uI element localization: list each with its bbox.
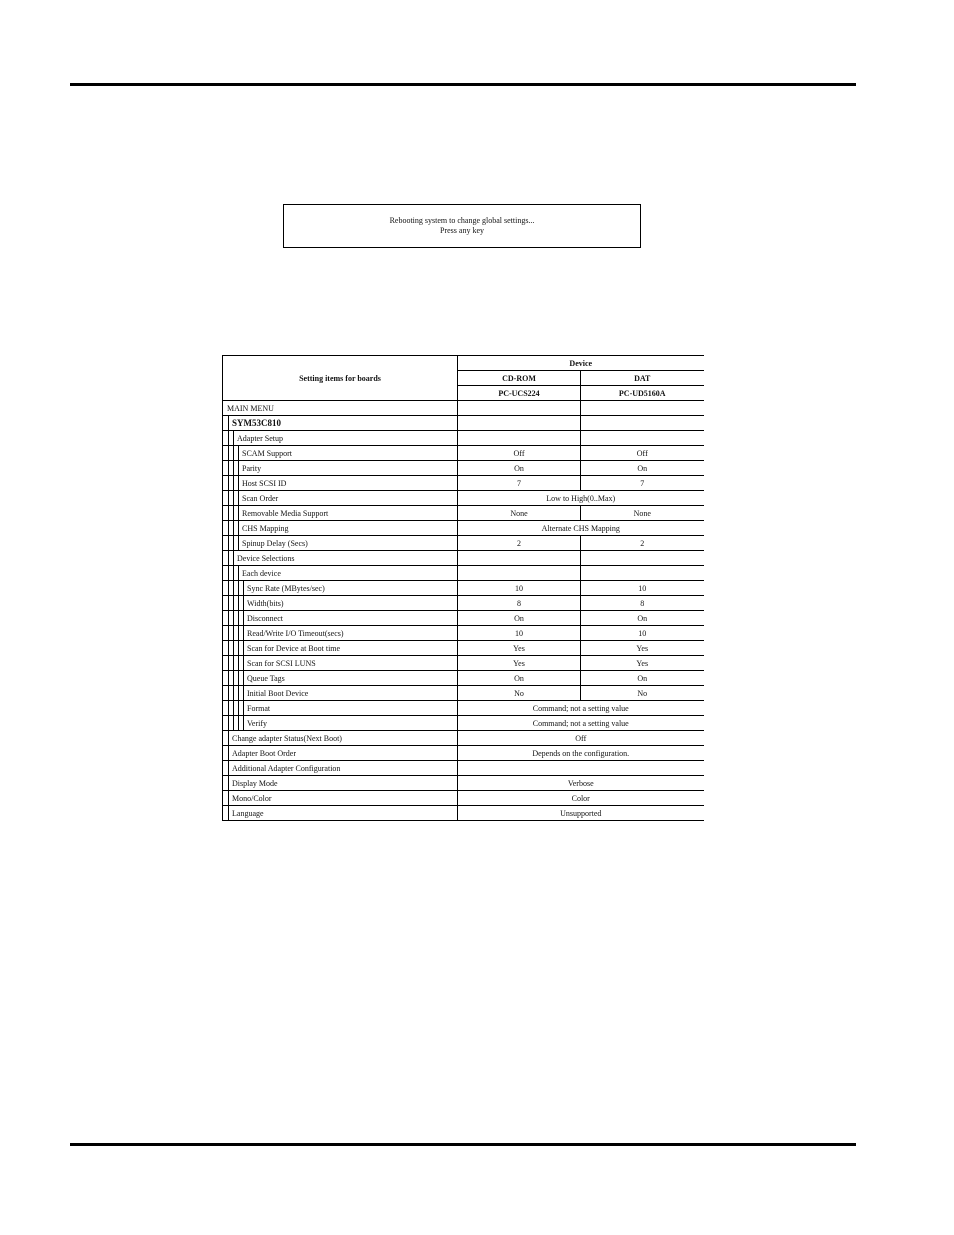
col2-device: DAT bbox=[581, 371, 704, 386]
row-value-cdrom: On bbox=[458, 611, 581, 626]
message-box bbox=[283, 204, 641, 248]
row-value-cdrom: On bbox=[458, 671, 581, 686]
row-value-cdrom bbox=[458, 431, 581, 446]
row-label: Adapter Setup bbox=[223, 431, 458, 446]
row-label: Change adapter Status(Next Boot) bbox=[223, 731, 458, 746]
table-row bbox=[223, 416, 704, 431]
row-label: Queue Tags bbox=[223, 671, 458, 686]
table-row bbox=[223, 476, 704, 491]
row-value-dat: 2 bbox=[581, 536, 704, 551]
row-value-dat bbox=[581, 401, 704, 416]
col2-model: PC-UD5160A bbox=[581, 386, 704, 401]
row-value-cdrom: 10 bbox=[458, 626, 581, 641]
row-value-cdrom: No bbox=[458, 686, 581, 701]
table-row bbox=[223, 536, 704, 551]
row-value-dat: 8 bbox=[581, 596, 704, 611]
table-row bbox=[223, 551, 704, 566]
row-value-dat bbox=[581, 566, 704, 581]
table-row bbox=[223, 401, 704, 416]
row-label: SCAM Support bbox=[223, 446, 458, 461]
bottom-rule bbox=[70, 1143, 856, 1146]
table-row bbox=[223, 566, 704, 581]
row-label: Scan for SCSI LUNS bbox=[223, 656, 458, 671]
row-value-dat: None bbox=[581, 506, 704, 521]
row-value-dat bbox=[581, 551, 704, 566]
row-value-cdrom bbox=[458, 551, 581, 566]
row-value: Command; not a setting value bbox=[458, 716, 704, 731]
row-value-dat: 7 bbox=[581, 476, 704, 491]
top-rule bbox=[70, 83, 856, 86]
row-value-dat: On bbox=[581, 461, 704, 476]
row-value-dat: No bbox=[581, 686, 704, 701]
table-row bbox=[223, 611, 704, 626]
row-value-cdrom: None bbox=[458, 506, 581, 521]
table-row bbox=[223, 806, 704, 821]
row-label: Language bbox=[223, 806, 458, 821]
table-row bbox=[223, 701, 704, 716]
row-value-dat: Yes bbox=[581, 656, 704, 671]
row-value-dat: Yes bbox=[581, 641, 704, 656]
table-row bbox=[223, 506, 704, 521]
table-row bbox=[223, 746, 704, 761]
row-value-cdrom: 2 bbox=[458, 536, 581, 551]
row-label: Width(bits) bbox=[223, 596, 458, 611]
row-value-cdrom bbox=[458, 416, 581, 431]
table-row bbox=[223, 446, 704, 461]
table-row bbox=[223, 461, 704, 476]
table-row bbox=[223, 491, 704, 506]
row-value-cdrom: 10 bbox=[458, 581, 581, 596]
row-label: Format bbox=[223, 701, 458, 716]
row-value: Unsupported bbox=[458, 806, 704, 821]
row-label: Verify bbox=[223, 716, 458, 731]
row-value-dat: 10 bbox=[581, 626, 704, 641]
table-row bbox=[223, 581, 704, 596]
row-value: Color bbox=[458, 791, 704, 806]
row-value-cdrom: Off bbox=[458, 446, 581, 461]
table-row bbox=[223, 431, 704, 446]
table-row bbox=[223, 626, 704, 641]
row-label: Mono/Color bbox=[223, 791, 458, 806]
table-row bbox=[223, 521, 704, 536]
row-label: Removable Media Support bbox=[223, 506, 458, 521]
row-label: SYM53C810 bbox=[223, 416, 458, 431]
row-label: Parity bbox=[223, 461, 458, 476]
row-value-cdrom bbox=[458, 566, 581, 581]
row-label: Device Selections bbox=[223, 551, 458, 566]
row-value-cdrom: On bbox=[458, 461, 581, 476]
table-row bbox=[223, 671, 704, 686]
table-body bbox=[223, 401, 704, 821]
row-value: Verbose bbox=[458, 776, 704, 791]
table-row bbox=[223, 761, 704, 776]
row-label: Sync Rate (MBytes/sec) bbox=[223, 581, 458, 596]
row-value-dat bbox=[581, 416, 704, 431]
row-label: MAIN MENU bbox=[223, 401, 458, 416]
row-label: Additional Adapter Configuration bbox=[223, 761, 458, 776]
row-value-cdrom bbox=[458, 401, 581, 416]
table-row bbox=[223, 596, 704, 611]
row-value-cdrom: 7 bbox=[458, 476, 581, 491]
table-row bbox=[223, 656, 704, 671]
row-label: Spinup Delay (Secs) bbox=[223, 536, 458, 551]
row-value: Off bbox=[458, 731, 704, 746]
table-row bbox=[223, 686, 704, 701]
row-label: Disconnect bbox=[223, 611, 458, 626]
message-line-2: Press any key bbox=[440, 226, 484, 235]
row-value-dat: On bbox=[581, 611, 704, 626]
row-value: Depends on the configuration. bbox=[458, 746, 704, 761]
col1-device: CD-ROM bbox=[458, 371, 581, 386]
row-value: Command; not a setting value bbox=[458, 701, 704, 716]
table-row bbox=[223, 641, 704, 656]
table-row bbox=[223, 731, 704, 746]
row-value-dat: 10 bbox=[581, 581, 704, 596]
table-row bbox=[223, 791, 704, 806]
row-value: Low to High(0..Max) bbox=[458, 491, 704, 506]
row-value-cdrom: Yes bbox=[458, 656, 581, 671]
table-row bbox=[223, 776, 704, 791]
row-label: Adapter Boot Order bbox=[223, 746, 458, 761]
row-label: Scan for Device at Boot time bbox=[223, 641, 458, 656]
row-value-cdrom: Yes bbox=[458, 641, 581, 656]
row-label: Each device bbox=[223, 566, 458, 581]
row-value-dat: Off bbox=[581, 446, 704, 461]
corner-label: Setting items for boards bbox=[223, 356, 458, 401]
row-label: Initial Boot Device bbox=[223, 686, 458, 701]
settings-table bbox=[222, 355, 704, 821]
row-value: Alternate CHS Mapping bbox=[458, 521, 704, 536]
row-value-dat: On bbox=[581, 671, 704, 686]
row-value-dat bbox=[581, 431, 704, 446]
row-label: Display Mode bbox=[223, 776, 458, 791]
row-label: Scan Order bbox=[223, 491, 458, 506]
device-header: Device bbox=[458, 356, 704, 371]
row-label: Read/Write I/O Timeout(secs) bbox=[223, 626, 458, 641]
col1-model: PC-UCS224 bbox=[458, 386, 581, 401]
message-line-1: Rebooting system to change global settings... bbox=[389, 216, 535, 225]
row-value-cdrom: 8 bbox=[458, 596, 581, 611]
table-row bbox=[223, 716, 704, 731]
row-label: CHS Mapping bbox=[223, 521, 458, 536]
row-label: Host SCSI ID bbox=[223, 476, 458, 491]
row-value bbox=[458, 761, 704, 776]
